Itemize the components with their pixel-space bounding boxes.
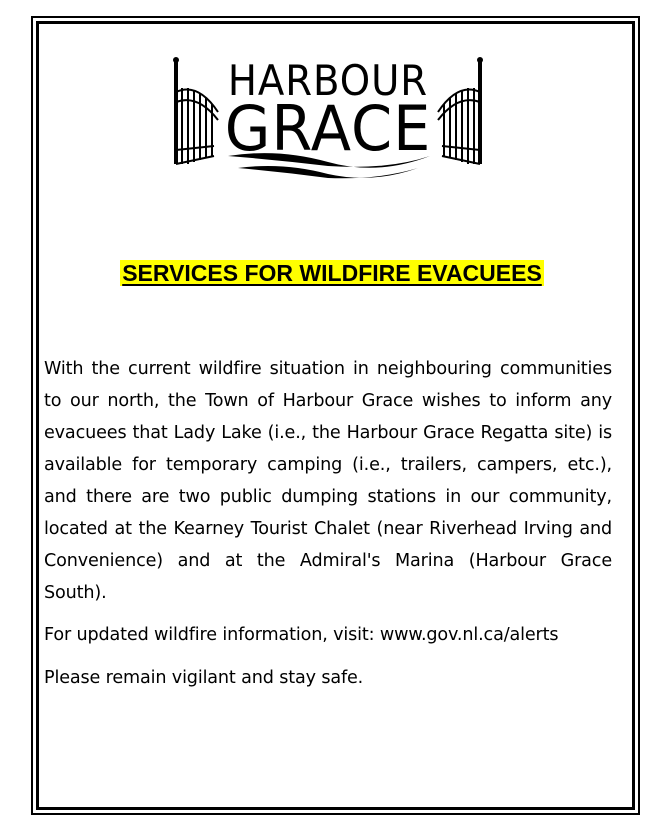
- harbour-grace-logo: [168, 52, 488, 187]
- gate-finial-icon: [477, 57, 483, 63]
- notice-body: [44, 353, 612, 694]
- notice-paragraph-closing: Please remain vigilant and stay safe.: [44, 668, 364, 688]
- wave-icon: [238, 166, 418, 178]
- notice-paragraph-info: For updated wildfire information, visit: www.gov.nl.ca/alerts: [44, 625, 559, 645]
- logo-text-grace: GRACE: [224, 92, 432, 165]
- notice-paragraph-services: With the current wildfire situation in neighbouring communities to our north, the Town of Harbour Grace wishes to inform any evacuees that Lady Lake (i.e., the Harbour Grace Regatta site) is available for temporary camping (i.e., trailers, campers, etc.), and there are two public dumping stations in our community, located at the Kearney Tourist Chalet (near Riverhead Irving and Convenience) and at the Admiral's Marina (Harbour Grace South).: [44, 359, 612, 603]
- gate-finial-icon: [173, 57, 179, 63]
- notice-heading-text: SERVICES FOR WILDFIRE EVACUEES: [122, 260, 542, 286]
- logo-text-harbour: HARBOUR: [227, 56, 429, 105]
- notice-heading: [44, 258, 620, 288]
